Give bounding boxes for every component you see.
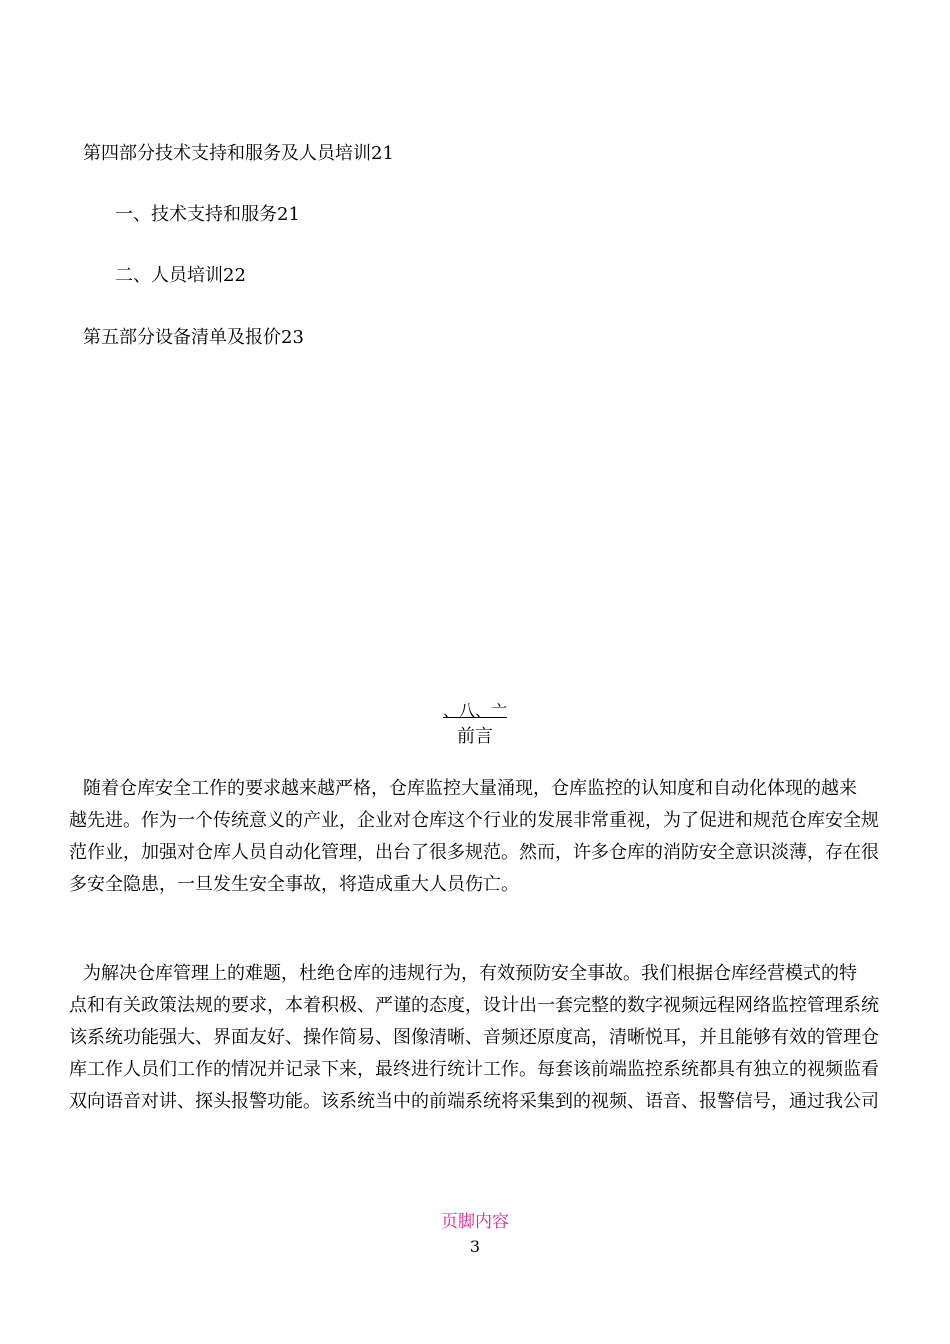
paragraph-line: 范作业，加强对仓库人员自动化管理，出台了很多规范。然而，许多仓库的消防安全意识淡薄，存在很 (69, 842, 879, 863)
paragraph-line: 随着仓库安全工作的要求越来越严格，仓库监控大量涌现，仓库监控的认知度和自动化体现的越来 (83, 778, 857, 799)
heading-ornament-text: 、八、亠 (442, 701, 507, 720)
paragraph-intro (69, 773, 921, 901)
heading-ornament (0, 702, 950, 720)
paragraph-solution (69, 958, 921, 1118)
paragraph-line: 点和有关政策法规的要求，本着积极、严谨的态度，设计出一套完整的数字视频远程网络监控管理系统 (69, 995, 879, 1016)
paragraph-line: 多安全隐患，一旦发生安全事故，将造成重大人员伤亡。 (69, 874, 519, 895)
toc-entry-training: 二、人员培训22 (115, 265, 246, 286)
section-title: 前言 (457, 726, 493, 747)
paragraph-line: 该系统功能强大、界面友好、操作简易、图像清晰、音频还原度高，清晰悦耳，并且能够有效的管理仓 (69, 1027, 879, 1048)
paragraph-line: 库工作人员们工作的情况并记录下来，最终进行统计工作。每套该前端监控系统都具有独立的视频监看 (69, 1059, 879, 1080)
paragraph-line: 双向语音对讲、探头报警功能。该系统当中的前端系统将采集到的视频、语音、报警信号，通过我公司 (69, 1091, 879, 1112)
page-number: 3 (469, 1237, 481, 1256)
toc-entry-part5: 第五部分设备清单及报价23 (83, 327, 304, 348)
toc-entry-part4: 第四部分技术支持和服务及人员培训21 (83, 143, 394, 164)
paragraph-line: 越先进。作为一个传统意义的产业，企业对仓库这个行业的发展非常重视，为了促进和规范仓库安全规 (69, 810, 879, 831)
paragraph-line: 为解决仓库管理上的难题，杜绝仓库的违规行为，有效预防安全事故。我们根据仓库经营模式的特 (83, 963, 857, 984)
toc-entry-tech-support: 一、技术支持和服务21 (115, 204, 300, 225)
footer-content: 页脚内容 (441, 1212, 509, 1232)
